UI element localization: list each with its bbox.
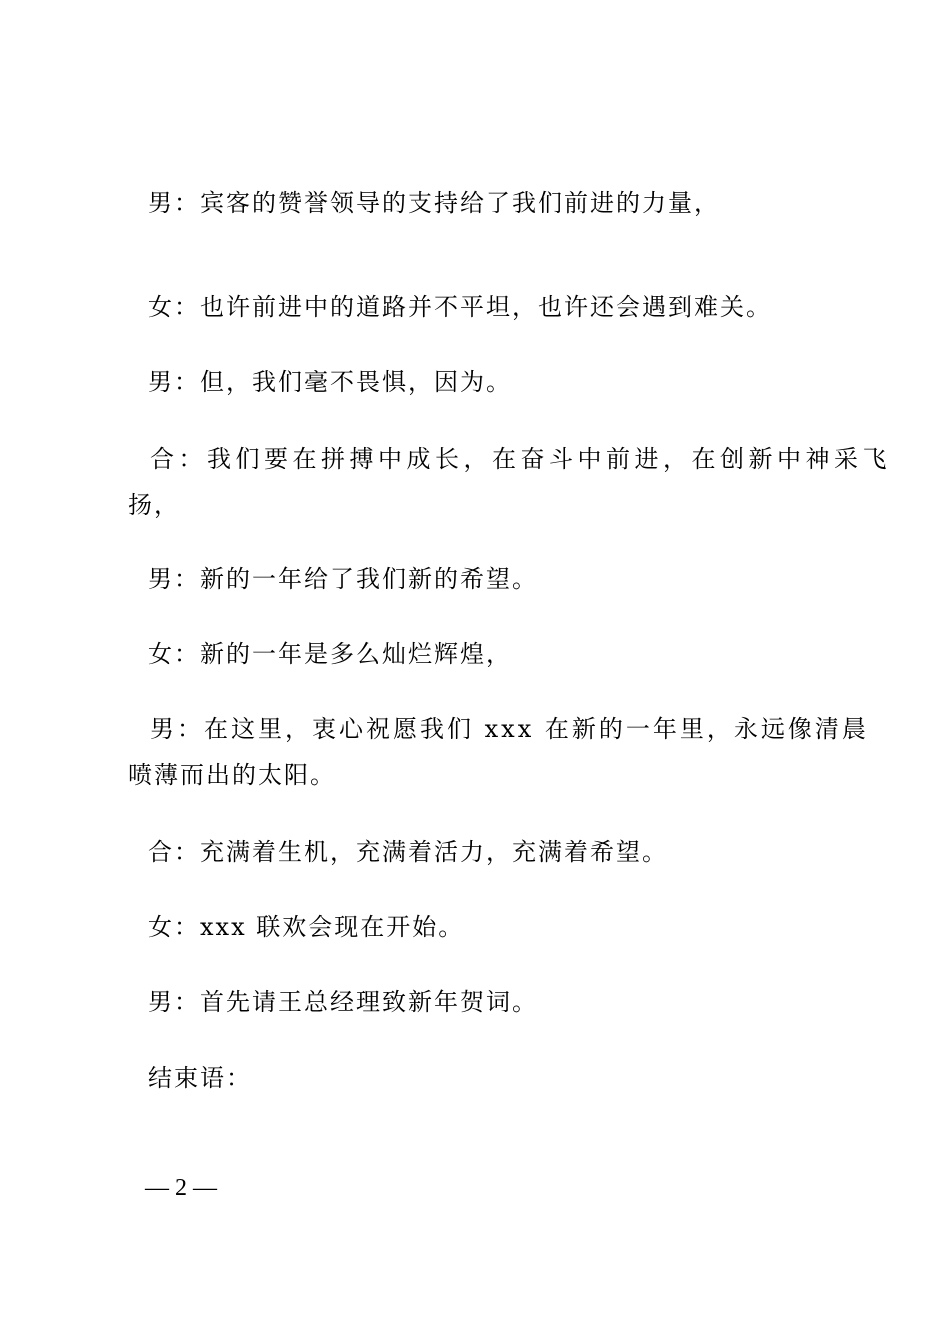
paragraph-line: 女：新的一年是多么灿烂辉煌， — [148, 640, 512, 668]
paragraph-line: 男：新的一年给了我们新的希望。 — [148, 565, 538, 593]
paragraph-line: 结束语： — [148, 1064, 252, 1092]
page-number: — 2 — — [145, 1175, 217, 1201]
paragraph-line: 男：首先请王总经理致新年贺词。 — [148, 988, 538, 1016]
paragraph-line: 女：也许前进中的道路并不平坦，也许还会遇到难关。 — [148, 293, 772, 321]
paragraph-line: 男：宾客的赞誉领导的支持给了我们前进的力量， — [148, 189, 720, 217]
paragraph-line: 女：xxx 联欢会现在开始。 — [148, 913, 465, 941]
paragraph-line: 男：在这里，衷心祝愿我们 xxx 在新的一年里，永远像清晨 — [150, 715, 869, 743]
paragraph-line: 男：但，我们毫不畏惧，因为。 — [148, 368, 512, 396]
paragraph-line: 扬， — [128, 491, 180, 519]
paragraph-line: 合：充满着生机，充满着活力，充满着希望。 — [148, 838, 668, 866]
paragraph-line: 喷薄而出的太阳。 — [128, 761, 336, 789]
paragraph-line: 合：我们要在拼搏中成长，在奋斗中前进，在创新中神采飞 — [150, 445, 891, 473]
